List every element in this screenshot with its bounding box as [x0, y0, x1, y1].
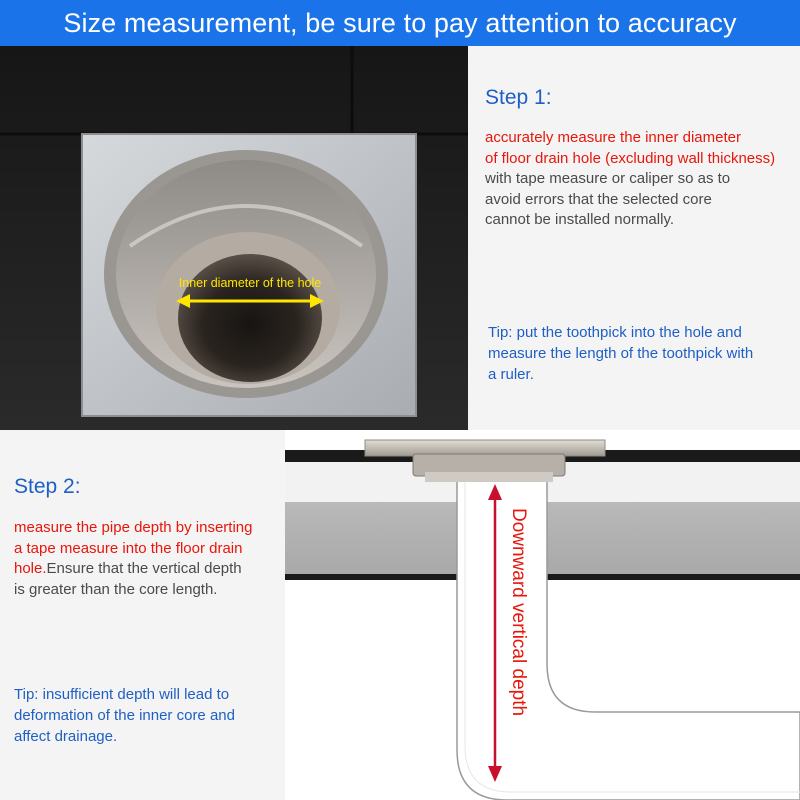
step1-red-line1: accurately measure the inner diameter — [485, 129, 741, 146]
step1-text — [485, 128, 800, 231]
step1-tip — [488, 322, 798, 385]
step2-panel — [0, 430, 285, 800]
banner — [0, 0, 800, 46]
step2-line4: is greater than the core length. — [14, 580, 218, 598]
step1-line4: avoid errors that the selected core — [485, 190, 712, 208]
step2-tip — [14, 684, 282, 747]
diameter-label: Inner diameter of the hole — [178, 276, 322, 290]
step1-red-line2: of floor drain hole (excluding wall thickness) — [485, 149, 776, 167]
step1-panel — [468, 46, 800, 430]
step1-tip-line1: Tip: put the toothpick into the hole and — [488, 324, 742, 341]
step1-line3: with tape measure or caliper so as to — [485, 170, 731, 187]
step2-red-line1: measure the pipe depth by inserting — [14, 519, 253, 536]
step1-title: Step 1: — [485, 86, 552, 109]
floor-drain-photo — [0, 46, 468, 430]
step2-text — [14, 518, 282, 600]
step2-black-line3: Ensure that the vertical depth — [46, 560, 242, 577]
step2-title: Step 2: — [14, 475, 81, 498]
pipe-diagram — [285, 430, 800, 800]
step2-tip-line2: deformation of the inner core and — [14, 707, 235, 724]
step2-red-line2: a tape measure into the floor drain — [14, 539, 243, 557]
step1-tip-line3: a ruler. — [488, 366, 534, 383]
step2-tip-line3: affect drainage. — [14, 728, 118, 745]
step2-tip-line1: Tip: insufficient depth will lead to — [14, 686, 230, 703]
depth-label: Downward vertical depth — [508, 508, 529, 717]
step1-line5: cannot be installed normally. — [485, 211, 674, 228]
step1-tip-line2: measure the length of the toothpick with — [488, 345, 754, 362]
banner-title: Size measurement, be sure to pay attention to accuracy — [63, 7, 737, 38]
step2-red-line3: hole. — [14, 560, 47, 577]
